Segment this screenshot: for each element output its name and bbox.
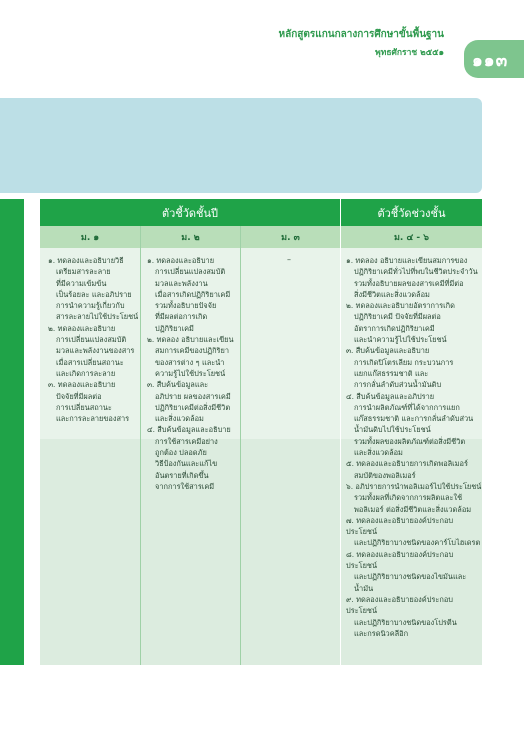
indicator-line: ๔. สืบค้นข้อมูลและอภิปราย <box>346 391 435 401</box>
green-side-band <box>0 199 24 665</box>
indicator-line: ๒. ทดลองและอธิบายอัตราการเกิด <box>346 301 455 311</box>
indicator-line: มวลและพลังงานของสาร <box>56 346 135 356</box>
indicator-line: เป็นร้อยละ และอภิปราย <box>56 289 132 299</box>
indicator-line: สารละลายไปใช้ประโยชน์ <box>56 312 139 322</box>
indicator-line: อัตราการเกิดปฏิกิริยาเคมี <box>354 323 435 333</box>
indicator-line: ๑. ทดลองและอธิบายวิธี <box>48 256 124 265</box>
header-grade-indicators: ตัวชี้วัดชั้นปี <box>40 199 340 226</box>
indicator-line: การเปลี่ยนแปลงสมบัติ <box>56 335 127 345</box>
indicator-line: ๓. สืบค้นข้อมูลและ <box>147 380 209 390</box>
indicator-line: และเกิดการละลาย <box>56 368 116 378</box>
indicator-line: ๒. ทดลอง อธิบายและเขียน <box>147 335 234 345</box>
indicator-line: ปฏิกิริยาเคมี <box>155 323 194 333</box>
indicator-line: น้ำมันดิบไปใช้ประโยชน์ <box>354 425 431 435</box>
indicator-line: การเปลี่ยนสถานะ <box>56 402 112 412</box>
indicator-line: ๙. ทดลองและอธิบายองค์ประกอบ ประโยชน์ <box>346 594 453 616</box>
indicator-line: จากการใช้สารเคมี <box>155 481 215 491</box>
indicator-line: การนำผลิตภัณฑ์ที่ได้จากการแยก <box>354 402 460 412</box>
cell-m4-6 <box>346 255 482 639</box>
indicator-line: การนำความรู้เกี่ยวกับ <box>56 301 125 311</box>
indicator-line: แก๊สธรรมชาติ และการกลั่นลำดับส่วน <box>354 414 474 424</box>
indicator-line: อันตรายที่เกิดขึ้น <box>155 470 209 480</box>
indicator-line: แยกแก๊สธรรมชาติ และ <box>354 368 429 378</box>
indicator-line: ๖. อภิปรายการนำพอลิเมอร์ไปใช้ประโยชน์ <box>346 481 482 491</box>
indicator-line: การเกิดปิโตรเลียม กระบวนการ <box>354 357 454 367</box>
indicator-line: การใช้สารเคมีอย่าง <box>155 436 218 446</box>
indicator-line: และกรดนิวคลีอิก <box>354 628 409 638</box>
indicator-line: วิธีป้องกันและแก้ไข <box>155 459 218 469</box>
indicator-line: พอลิเมอร์ ต่อสิ่งมีชีวิตและสิ่งแวดล้อม <box>354 504 472 514</box>
indicator-line: และสิ่งแวดล้อม <box>354 448 403 458</box>
indicator-line: และปฏิกิริยาบางชนิดของคาร์โบไฮเดรต <box>354 538 481 548</box>
indicator-line: การเปลี่ยนแปลงสมบัติ <box>155 267 226 277</box>
indicator-line: เมื่อสารเปลี่ยนสถานะ <box>56 357 124 367</box>
indicator-line: เตรียมสารละลาย <box>56 267 111 277</box>
indicator-line: ๓. ทดลองและอธิบาย <box>48 380 116 390</box>
indicator-line: รวมทั้งผลที่เกิดจากการผลิตและใช้ <box>354 493 463 503</box>
indicator-line: ปฏิกิริยาเคมี ปัจจัยที่มีผลต่อ <box>354 312 441 322</box>
column-header-m4-6: ม. ๔ - ๖ <box>341 226 482 248</box>
indicator-line: และการละลายของสาร <box>56 414 130 424</box>
indicator-line: ที่มีผลต่อการเกิด <box>155 312 208 322</box>
indicator-line: และสิ่งแวดล้อม <box>155 414 204 424</box>
indicator-line: สิ่งมีชีวิตและสิ่งแวดล้อม <box>354 289 430 299</box>
indicator-line: อภิปราย ผลของสารเคมี <box>155 391 231 401</box>
indicator-line: สมการเคมีของปฏิกิริยา <box>155 346 229 356</box>
indicator-line: ๑. ทดลอง อธิบายและเขียนสมการของ <box>346 256 468 265</box>
indicator-line: และปฏิกิริยาบางชนิดของโปรตีน <box>354 617 457 627</box>
indicator-line: ของสารต่าง ๆ และนำ <box>155 357 225 367</box>
page-number: ๑๑๓ <box>472 51 509 71</box>
indicator-line: การกลั่นลำดับส่วนน้ำมันดิบ <box>354 380 442 390</box>
indicator-line: และปฏิกิริยาบางชนิดของไขมันและน้ำมัน <box>354 572 467 593</box>
indicator-line: ปฏิกิริยาเคมีต่อสิ่งมีชีวิต <box>155 402 231 412</box>
column-divider <box>140 226 141 665</box>
indicator-line: ปัจจัยที่มีผลต่อ <box>56 391 102 401</box>
column-divider <box>240 226 241 665</box>
cell-m3-dash: – <box>287 255 291 264</box>
indicator-line: ความรู้ไปใช้ประโยชน์ <box>155 368 226 378</box>
blue-info-box <box>0 98 482 193</box>
column-header-m3: ม. ๓ <box>241 226 340 248</box>
column-header-m1: ม. ๑ <box>40 226 140 248</box>
cell-m1 <box>48 255 140 424</box>
indicator-line: ๘. ทดลองและอธิบายองค์ประกอบประโยชน์ <box>346 549 454 571</box>
running-header-subtitle: พุทธศักราช ๒๕๕๑ <box>375 48 444 58</box>
running-header-title: หลักสูตรแกนกลางการศึกษาขั้นพื้นฐาน <box>278 29 444 40</box>
indicator-line: ๕. ทดลองและอธิบายการเกิดพอลิเมอร์ <box>346 459 468 469</box>
column-header-m2: ม. ๒ <box>141 226 240 248</box>
cell-m2 <box>147 255 240 492</box>
indicator-line: ๔. สืบค้นข้อมูลและอธิบาย <box>147 425 231 435</box>
indicator-line: ที่มีความเข้มข้น <box>56 278 107 288</box>
indicator-line: ๒. ทดลองและอธิบาย <box>48 323 116 333</box>
indicator-line: มวลและพลังงาน <box>155 278 208 288</box>
indicator-line: ๓. สืบค้นข้อมูลและอธิบาย <box>346 346 430 356</box>
indicator-line: รวมทั้งอธิบายผลของสารเคมีที่มีต่อ <box>354 278 464 288</box>
indicator-line: ถูกต้อง ปลอดภัย <box>155 448 207 458</box>
indicator-line: เมื่อสารเกิดปฏิกิริยาเคมี <box>155 289 231 299</box>
indicator-line: ปฏิกิริยาเคมีทั่วไปที่พบในชีวิตประจำวัน <box>354 267 478 277</box>
indicator-line: ๗. ทดลองและอธิบายองค์ประกอบ ประโยชน์ <box>346 515 454 537</box>
indicators-table <box>40 199 482 665</box>
indicator-line: ๑. ทดลองและอธิบาย <box>147 256 215 265</box>
indicator-line: รวมทั้งอธิบายปัจจัย <box>155 301 217 311</box>
indicator-line: สมบัติของพอลิเมอร์ <box>354 470 416 480</box>
header-range-indicators: ตัวชี้วัดช่วงชั้น <box>341 199 482 226</box>
indicator-line: และนำความรู้ไปใช้ประโยชน์ <box>354 335 447 345</box>
column-divider <box>340 199 341 665</box>
indicator-line: รวมทั้งผลของผลิตภัณฑ์ต่อสิ่งมีชีวิต <box>354 436 466 446</box>
